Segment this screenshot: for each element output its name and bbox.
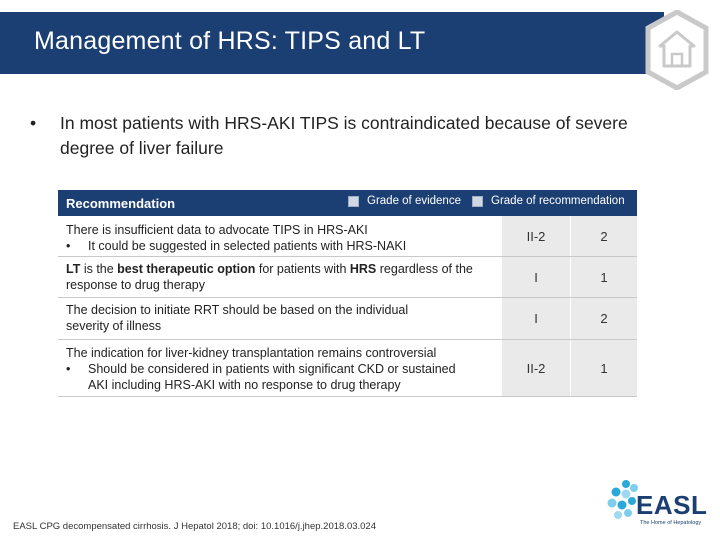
row-text: severity of illness [66,319,162,333]
slide-title: Management of HRS: TIPS and LT [34,27,426,55]
logo-wordmark: EASL [636,490,708,520]
best-option-emphasis: best therapeutic option [117,262,256,276]
table-row [58,298,637,340]
row-content [66,261,502,293]
grade-of-recommendation-cell: 2 [570,298,637,339]
slide-header [0,0,720,84]
table-row [58,216,637,257]
row-text: for patients with [255,262,350,276]
sub-bullet-text: Should be considered in patients with significant CKD or sustained [88,362,456,376]
easl-logo [604,476,714,532]
sub-bullet-marker: • [66,362,71,376]
row-subbullet [66,238,406,254]
row-text: There is insufficient data to advocate TIPS in HRS-AKI [66,223,368,237]
row-subbullet [66,361,456,377]
row-content [66,222,406,254]
row-text: is the [80,262,118,276]
bullet-marker: • [30,113,37,133]
grade-of-recommendation-cell: 2 [570,216,637,256]
grade-of-evidence-cell: II-2 [502,340,570,396]
bullet-text: In most patients with HRS-AKI TIPS is contraindicated because of severe degree of liver failure [60,113,628,158]
recommendation-legend-swatch [472,196,483,207]
table-row [58,340,637,397]
recommendation-heading: Recommendation [66,196,176,211]
recommendation-table [58,190,637,397]
grade-of-evidence-cell: I [502,257,570,297]
row-text: regardless of the response to drug therapy [66,262,473,292]
evidence-legend-swatch [348,196,359,207]
recommendation-legend-label: Grade of recommendation [491,195,625,207]
row-content [66,302,408,334]
citation-footer: EASL CPG decompensated cirrhosis. J Hepatol 2018; doi: 10.1016/j.jhep.2018.03.024 [13,521,376,532]
grade-of-evidence-cell: I [502,298,570,339]
lt-emphasis: LT [66,262,81,276]
hrs-emphasis: HRS [349,262,377,276]
grade-of-recommendation-cell: 1 [570,257,637,297]
home-icon[interactable] [644,10,710,90]
logo-tagline: The Home of Hepatology [640,520,702,526]
row-content [66,345,456,393]
sub-bullet-marker: • [66,239,71,253]
grade-of-evidence-cell: II-2 [502,216,570,256]
evidence-legend-label: Grade of evidence [367,195,461,207]
table-header [58,190,637,216]
sub-bullet-text: It could be suggested in selected patients with HRS-NAKI [88,239,407,253]
row-text: The decision to initiate RRT should be based on the individual [66,303,409,317]
row-text: The indication for liver-kidney transplantation remains controversial [66,346,437,360]
table-row [58,257,637,298]
grade-of-recommendation-cell: 1 [570,340,637,396]
sub-bullet-text: AKI including HRS-AKI with no response to drug therapy [88,378,401,392]
intro-bullet [30,111,670,161]
